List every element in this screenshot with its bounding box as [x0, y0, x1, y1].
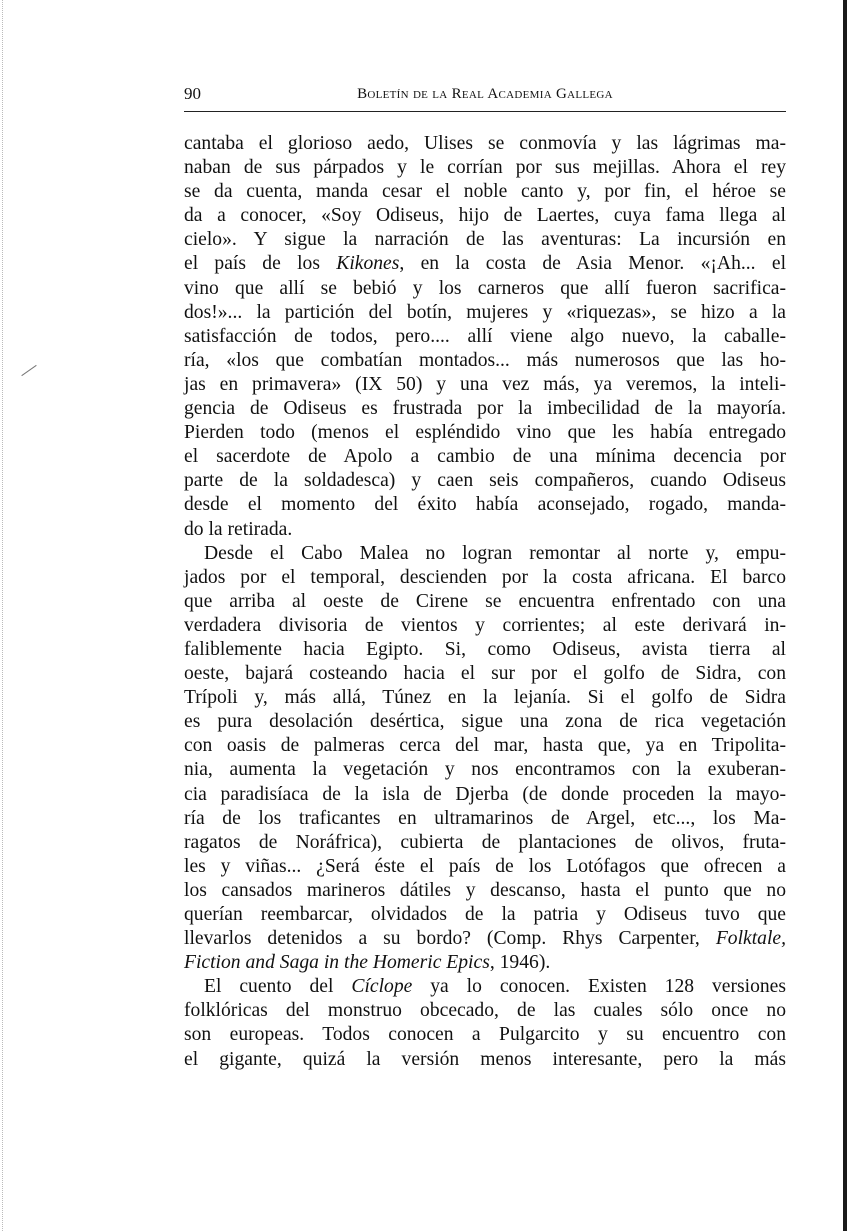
text-line [184, 180, 786, 204]
text-segment: que arriba al oeste de Cirene se encuentra enfrentado con una [184, 590, 786, 612]
text-segment: ría, «los que combatían montados... más numerosos que las ho- [184, 349, 786, 371]
text-segment: satisfacción de todos, pero.... allí viene algo nuevo, la caballe- [184, 325, 786, 347]
text-line [184, 927, 786, 951]
scan-edge-left [2, 0, 4, 1231]
text-line [184, 518, 786, 542]
text-segment: Trípoli y, más allá, Túnez en la lejanía. Si el golfo de Sidra [184, 687, 786, 709]
text-line [184, 542, 786, 566]
text-line [184, 252, 786, 276]
text-segment: parte de la soldadesca) y caen seis compañeros, cuando Odiseus [184, 470, 786, 492]
italic-text: Fiction and Saga in the Homeric Epics [184, 952, 490, 974]
text-segment: llevarlos detenidos a su bordo? (Comp. Rhys Carpenter, [184, 928, 716, 950]
text-line [184, 397, 786, 421]
text-segment: da a conocer, «Soy Odiseus, hijo de Laertes, cuya fama llega al [184, 205, 786, 227]
text-segment: nia, aumenta la vegetación y nos encontramos con la exuberan- [184, 759, 786, 781]
text-line [184, 325, 786, 349]
text-segment: naban de sus párpados y le corrían por sus mejillas. Ahora el rey [184, 157, 786, 179]
text-line [184, 903, 786, 927]
text-line [184, 445, 786, 469]
text-segment: cia paradisíaca de la isla de Djerba (de donde proceden la mayo- [184, 783, 786, 805]
text-line [184, 277, 786, 301]
text-line [184, 783, 786, 807]
text-segment: Pierden todo (menos el espléndido vino que les había entregado [184, 422, 786, 444]
text-segment: El cuento del [204, 976, 352, 998]
text-segment: vino que allí se bebió y los carneros que allí fueron sacrifica- [184, 277, 786, 299]
text-line [184, 710, 786, 734]
italic-text: Cíclope [351, 976, 413, 998]
text-line [184, 734, 786, 758]
text-segment: es pura desolación desértica, sigue una zona de rica vegetación [184, 711, 786, 733]
text-line [184, 1023, 786, 1047]
text-line [184, 1048, 786, 1072]
header-rule [184, 111, 786, 112]
running-title: Boletín de la Real Academia Gallega [357, 86, 613, 102]
text-line [184, 758, 786, 782]
text-segment: el país de los [184, 253, 337, 275]
text-segment: ya lo conocen. Existen 128 versiones [412, 976, 786, 998]
text-segment: , en la costa de Asia Menor. «¡Ah... el [399, 253, 787, 275]
page-header [184, 84, 786, 110]
text-line [184, 999, 786, 1023]
text-line [184, 301, 786, 325]
text-segment: el sacerdote de Apolo a cambio de una mínima decencia por [184, 446, 786, 468]
text-segment: se da cuenta, manda cesar el noble canto y, por fin, el héroe se [184, 181, 786, 203]
text-line [184, 421, 786, 445]
scan-edge-right [843, 0, 847, 1231]
pencil-mark [21, 365, 36, 376]
text-line [184, 373, 786, 397]
text-segment: cielo». Y sigue la narración de las aventuras: La incursión en [184, 229, 786, 251]
text-segment: ragatos de Noráfrica), cubierta de plantaciones de olivos, fruta- [184, 831, 786, 853]
text-line [184, 662, 786, 686]
text-line [184, 638, 786, 662]
text-segment: Desde el Cabo Malea no logran remontar al norte y, empu- [204, 542, 786, 564]
italic-text: Folktale, [715, 928, 786, 950]
text-line [184, 951, 786, 975]
text-segment: querían reembarcar, olvidados de la patria y Odiseus tuvo que [184, 904, 786, 925]
text-segment: jas en primavera» (IX 50) y una vez más, ya veremos, la inteli- [184, 373, 786, 395]
text-line [184, 156, 786, 180]
text-segment: , 1946). [489, 952, 551, 974]
text-segment: folklóricas del monstruo obcecado, de las cuales sólo once no [184, 1000, 786, 1022]
text-segment: faliblemente hacia Egipto. Si, como Odiseus, avista tierra al [184, 638, 786, 660]
text-segment: los cansados marineros dátiles y descanso, hasta el punto que no [184, 879, 786, 901]
text-line [184, 132, 786, 156]
text-line [184, 349, 786, 373]
text-segment: desde el momento del éxito había aconsejado, rogado, manda- [184, 494, 786, 516]
text-segment: son europeas. Todos conocen a Pulgarcito y su encuentro con [184, 1024, 786, 1046]
text-segment: oeste, bajará costeando hacia el sur por el golfo de Sidra, con [184, 663, 786, 685]
text-line [184, 204, 786, 228]
text-segment: do la retirada. [184, 518, 293, 540]
text-line [184, 686, 786, 710]
text-line [184, 590, 786, 614]
text-segment: ría de los traficantes en ultramarinos de Argel, etc..., los Ma- [184, 807, 786, 829]
text-line [184, 879, 786, 903]
text-segment: jados por el temporal, descienden por la costa africana. El barco [184, 566, 786, 588]
text-line [184, 566, 786, 590]
text-line [184, 855, 786, 879]
text-line [184, 493, 786, 517]
page-number: 90 [184, 84, 201, 103]
text-segment: verdadera divisoria de vientos y corrientes; al este derivará in- [184, 614, 786, 636]
text-line [184, 975, 786, 999]
text-line [184, 807, 786, 831]
body-text [184, 132, 786, 1072]
text-segment: dos!»... la partición del botín, mujeres y «riquezas», se hizo a la [184, 301, 786, 323]
italic-text: Kikones [336, 253, 400, 275]
text-line [184, 614, 786, 638]
text-segment: cantaba el glorioso aedo, Ulises se conmovía y las lágrimas ma- [184, 133, 786, 154]
text-line [184, 831, 786, 855]
text-segment: el gigante, quizá la versión menos interesante, pero la más [184, 1048, 786, 1070]
text-line [184, 228, 786, 252]
text-segment: les y viñas... ¿Será éste el país de los Lotófagos que ofrecen a [184, 855, 786, 877]
text-segment: con oasis de palmeras cerca del mar, hasta que, ya en Tripolita- [184, 735, 786, 757]
text-segment: gencia de Odiseus es frustrada por la imbecilidad de la mayoría. [184, 398, 786, 420]
text-line [184, 469, 786, 493]
